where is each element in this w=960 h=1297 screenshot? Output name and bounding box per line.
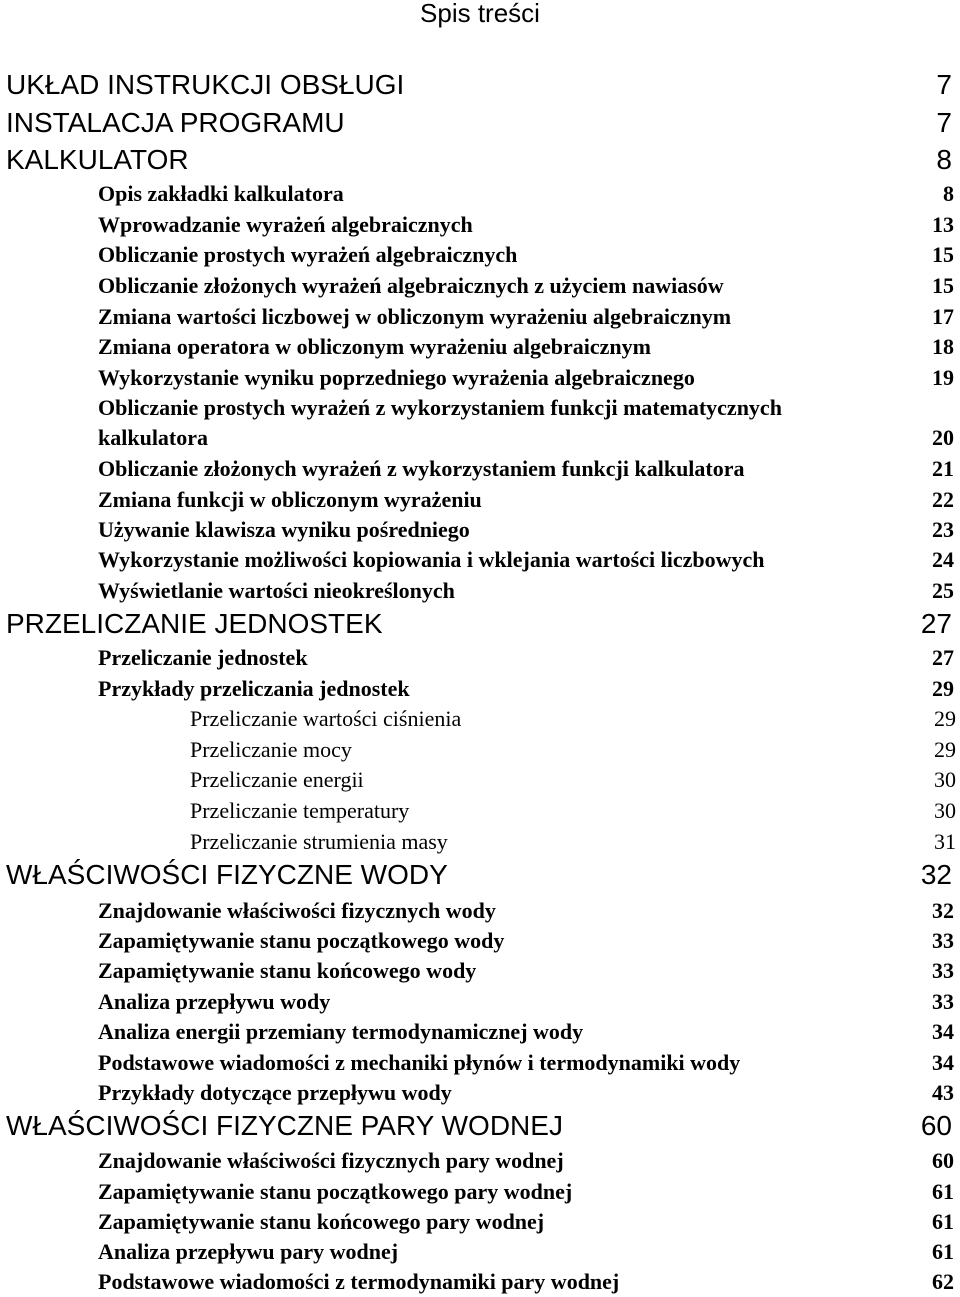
toc-entry-label: Zmiana wartości liczbowej w obliczonym wyrażeniu algebraicznym <box>98 304 732 329</box>
toc-entry-page: 30 <box>934 798 956 823</box>
toc-entry-label: Wprowadzanie wyrażeń algebraicznych <box>98 212 473 237</box>
toc-entry-page: 7 <box>936 69 952 100</box>
toc-entry-page: 21 <box>932 456 954 481</box>
toc-entry-label: Przykłady dotyczące przepływu wody <box>98 1080 452 1105</box>
toc-entry-page: 17 <box>932 304 954 329</box>
toc-entry-page: 15 <box>932 273 954 298</box>
toc-entry-page: 22 <box>932 487 954 512</box>
toc-entry-label: Podstawowe wiadomości z termodynamiki pary wodnej <box>98 1269 620 1294</box>
toc-entry-page: 61 <box>932 1179 954 1204</box>
toc-entry-page: 8 <box>936 144 952 175</box>
toc-entry-page: 13 <box>932 212 954 237</box>
toc-entry-label: Wykorzystanie możliwości kopiowania i wklejania wartości liczbowych <box>98 547 765 572</box>
toc-entry-label: Analiza przepływu pary wodnej <box>98 1239 399 1264</box>
toc-entry-page: 29 <box>934 706 956 731</box>
toc-entry-label: Znajdowanie właściwości fizycznych wody <box>98 898 496 923</box>
toc-entry-label: Obliczanie złożonych wyrażeń algebraicznych z użyciem nawiasów <box>98 273 724 298</box>
toc-entry-page: 43 <box>932 1080 954 1105</box>
toc-entry-page: 27 <box>932 645 954 670</box>
toc-entry-label: Opis zakładki kalkulatora <box>98 181 344 206</box>
toc-entry-label: Zapamiętywanie stanu końcowego wody <box>98 958 477 983</box>
toc-title: Spis treści <box>420 0 540 28</box>
toc-entry-page: 32 <box>920 859 952 890</box>
toc-entry-label: WŁAŚCIWOŚCI FIZYCZNE PARY WODNEJ <box>6 1110 563 1141</box>
toc-entry-label: INSTALACJA PROGRAMU <box>6 107 345 138</box>
toc-entry-page: 15 <box>932 242 954 267</box>
toc-entry-label: Przeliczanie energii <box>190 767 364 792</box>
toc-entry[interactable] <box>98 394 954 450</box>
toc-entry-label: KALKULATOR <box>6 144 189 175</box>
toc-entry-page: 27 <box>920 608 952 639</box>
toc-entry-page: 60 <box>920 1110 952 1141</box>
toc-entry-label: UKŁAD INSTRUKCJI OBSŁUGI <box>6 69 405 100</box>
toc-entry-page: 33 <box>932 989 954 1014</box>
toc-entry-label: Przeliczanie temperatury <box>190 798 410 823</box>
toc-entry-label: Zmiana funkcji w obliczonym wyrażeniu <box>98 487 482 512</box>
toc-entry-page: 32 <box>932 898 954 923</box>
toc-entry-label: Przykłady przeliczania jednostek <box>98 676 410 701</box>
toc-entry-label: Wyświetlanie wartości nieokreślonych <box>98 578 455 603</box>
toc-entry-label: Znajdowanie właściwości fizycznych pary wodnej <box>98 1148 564 1173</box>
toc-entry-label: WŁAŚCIWOŚCI FIZYCZNE WODY <box>6 859 448 890</box>
toc-entry-page: 24 <box>932 547 954 572</box>
toc-entry-label: Analiza energii przemiany termodynamicznej wody <box>98 1019 584 1044</box>
toc-entry-page: 34 <box>932 1019 954 1044</box>
toc-entry-page: 33 <box>932 928 954 953</box>
toc-entry-page: 33 <box>932 958 954 983</box>
toc-entry-label: Zapamiętywanie stanu początkowego wody <box>98 928 505 953</box>
toc-entry-label: Zapamiętywanie stanu początkowego pary wodnej <box>98 1179 573 1204</box>
toc-entry-label: Obliczanie złożonych wyrażeń z wykorzystaniem funkcji kalkulatora <box>98 456 745 481</box>
toc-entry-label: Używanie klawisza wyniku pośredniego <box>98 517 470 542</box>
toc-entry-label: Zmiana operatora w obliczonym wyrażeniu algebraicznym <box>98 334 651 359</box>
toc-entry-label: Wykorzystanie wyniku poprzedniego wyrażenia algebraicznego <box>98 365 695 390</box>
toc-entry-label: Przeliczanie jednostek <box>98 645 308 670</box>
toc-entry-label: Obliczanie prostych wyrażeń algebraicznych <box>98 242 518 267</box>
toc-entry-label: Przeliczanie strumienia masy <box>190 829 448 854</box>
toc-entry-page: 23 <box>932 517 954 542</box>
toc-entry-label: Obliczanie prostych wyrażeń z wykorzystaniem funkcji matematycznych <box>98 395 782 420</box>
toc-entry-label: Podstawowe wiadomości z mechaniki płynów i termodynamiki wody <box>98 1050 741 1075</box>
toc-entry-page: 30 <box>934 767 956 792</box>
toc-entry-page: 29 <box>934 737 956 762</box>
toc-entry-page: 62 <box>932 1269 954 1294</box>
toc-entry-page: 61 <box>932 1239 954 1264</box>
toc-entry-label: Przeliczanie mocy <box>190 737 352 762</box>
toc-entry-page: 61 <box>932 1209 954 1234</box>
toc-entry-page: 19 <box>932 365 954 390</box>
toc-entry-page: 18 <box>932 334 954 359</box>
toc-entry-label-continuation: kalkulatora <box>98 425 209 450</box>
toc-entry-page: 31 <box>934 829 956 854</box>
toc-entry-page: 8 <box>943 181 954 206</box>
toc-entry-label: Zapamiętywanie stanu końcowego pary wodnej <box>98 1209 545 1234</box>
toc-entry-page: 25 <box>932 578 954 603</box>
toc-entry-label: PRZELICZANIE JEDNOSTEK <box>6 608 383 639</box>
toc-entry-label: Analiza przepływu wody <box>98 989 331 1014</box>
toc-entry-label: Przeliczanie wartości ciśnienia <box>190 706 462 731</box>
toc-entry-page: 34 <box>932 1050 954 1075</box>
toc-entry-page: 7 <box>936 107 952 138</box>
toc-entry-page: 20 <box>932 425 954 450</box>
toc-entry-page: 29 <box>932 676 954 701</box>
toc-entry-page: 60 <box>932 1148 954 1173</box>
